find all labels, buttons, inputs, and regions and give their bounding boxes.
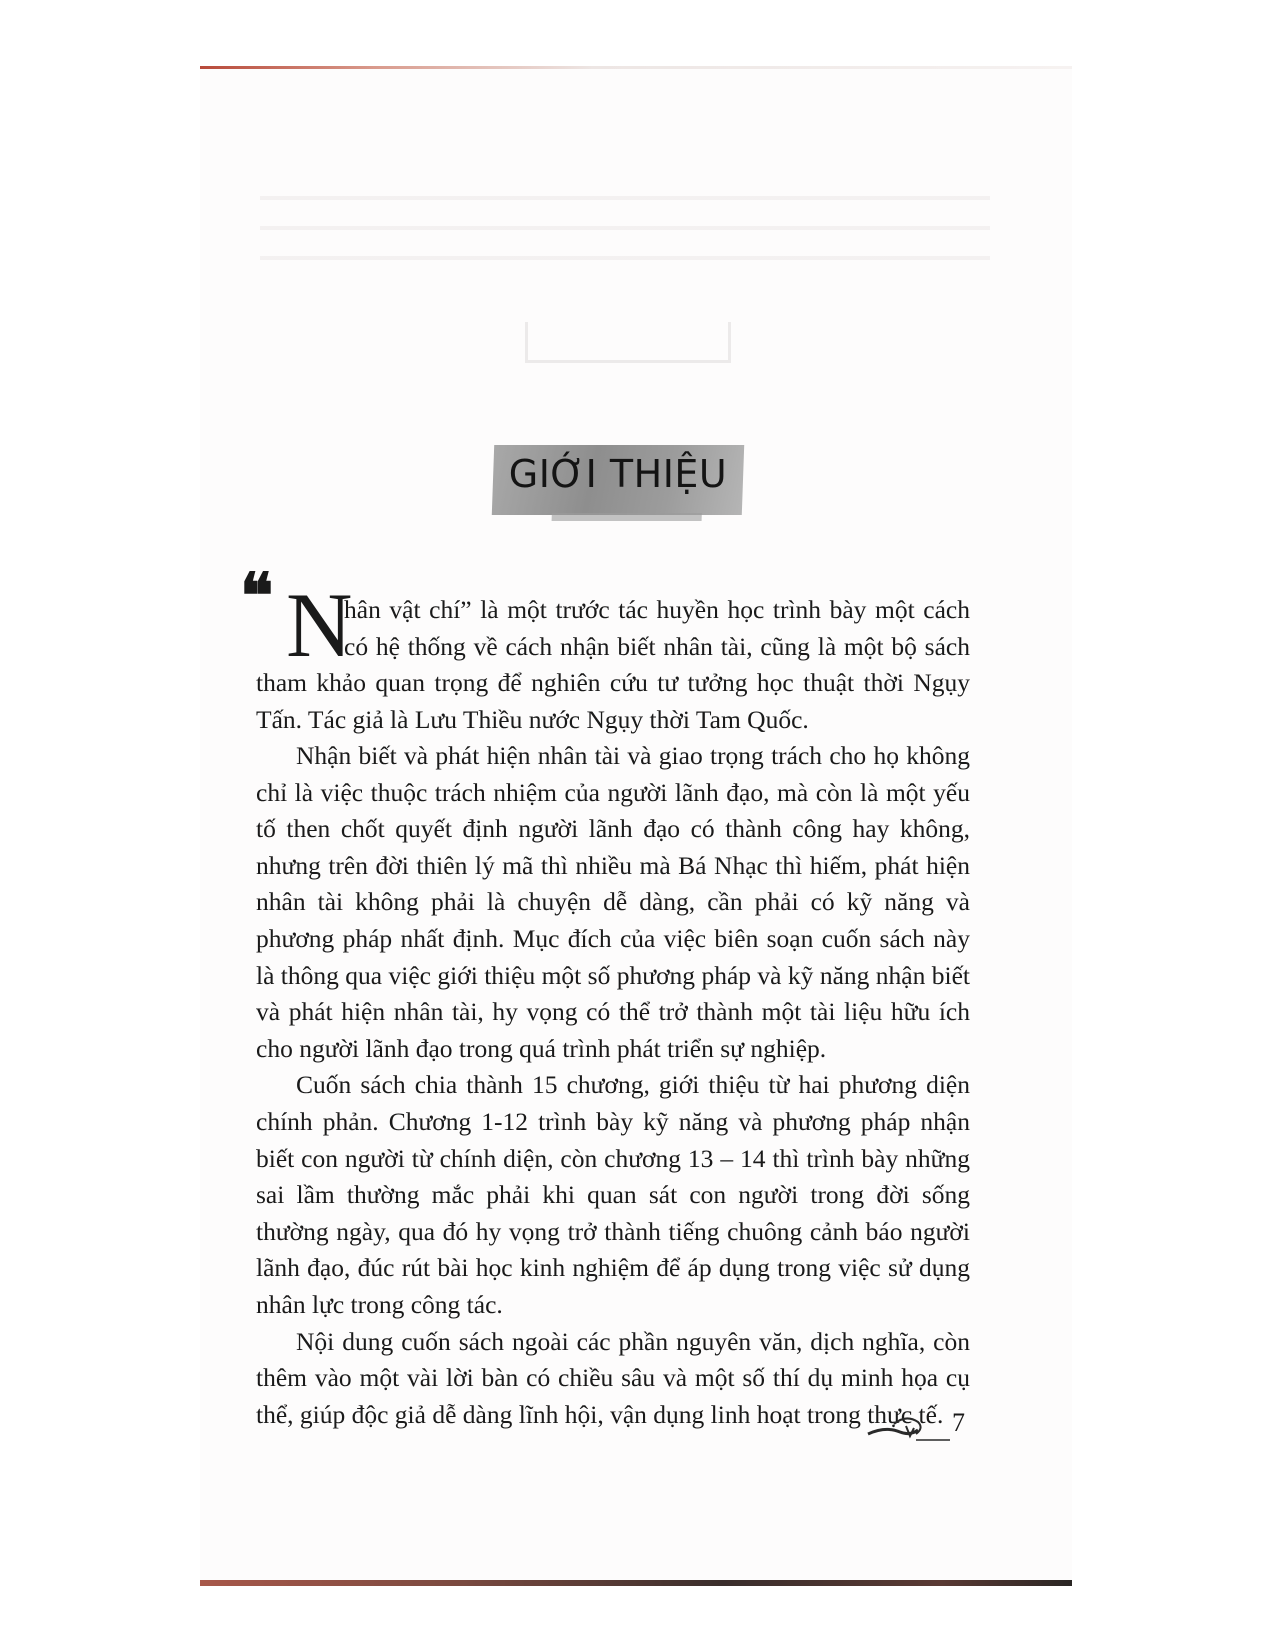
page-folio bbox=[866, 1408, 976, 1448]
folio-ornament-icon bbox=[866, 1414, 950, 1444]
page-number: 7 bbox=[952, 1408, 965, 1437]
top-edge-rule bbox=[200, 66, 1072, 69]
page-title: GIỚI THIỆU bbox=[508, 452, 728, 496]
body-paragraphs bbox=[256, 738, 970, 1433]
first-paragraph bbox=[256, 592, 970, 738]
opening-quote-mark: ❝ bbox=[240, 563, 274, 631]
paragraph: Nội dung cuốn sách ngoài các phần nguyên văn, dịch nghĩa, còn thêm vào một vài lời bàn có chiều sâu và một số thí dụ minh họa cụ thể, giúp độc giả dễ dàng lĩnh hội, vận dụng linh hoạt trong thực tế. bbox=[256, 1326, 970, 1429]
paragraph: Cuốn sách chia thành 15 chương, giới thiệu từ hai phương diện chính phản. Chương 1-12 trình bày kỹ năng và phương pháp nhận biết con người từ chính diện, còn chương 13 – 14 thì trình bày những sai lầm thường mắc phải khi quan sát con người trong đời sống thường ngày, qua đó hy vọng trở thành tiếng chuông cảnh báo người lãnh đạo, đúc rút bài học kinh nghiệm để áp dụng trong việc sử dụng nhân lực trong công tác. bbox=[256, 1070, 970, 1319]
bottom-edge-rule bbox=[200, 1580, 1072, 1586]
drop-cap-spacer bbox=[256, 592, 344, 658]
show-through-texture bbox=[260, 170, 990, 280]
drop-cap: N bbox=[286, 574, 353, 676]
first-paragraph-text: hân vật chí” là một trước tác huyền học trình bày một cách có hệ thống về cách nhận biết nhân tài, cũng là một bộ sách tham khảo quan trọng để nghiên cứu tư tưởng học thuật thời Ngụy Tấn. Tác giả là Lưu Thiều nước Ngụy thời Tam Quốc. bbox=[256, 595, 970, 734]
paragraph: Nhận biết và phát hiện nhân tài và giao trọng trách cho họ không chỉ là việc thuộc trách nhiệm của người lãnh đạo, mà còn là một yếu tố then chốt quyết định người lãnh đạo có thành công hay không, nhưng trên đời thiên lý mã thì nhiều mà Bá Nhạc thì hiếm, phát hiện nhân tài không phải là chuyện dễ dàng, cần phải có kỹ năng và phương pháp nhất định. Mục đích của việc biên soạn cuốn sách này là thông qua việc giới thiệu một số phương pháp và kỹ năng nhận biết và phát hiện nhân tài, hy vọng có thể trở thành một tài liệu hữu ích cho người lãnh đạo trong quá trình phát triển sự nghiệp. bbox=[256, 741, 970, 1063]
show-through-box bbox=[525, 322, 731, 363]
